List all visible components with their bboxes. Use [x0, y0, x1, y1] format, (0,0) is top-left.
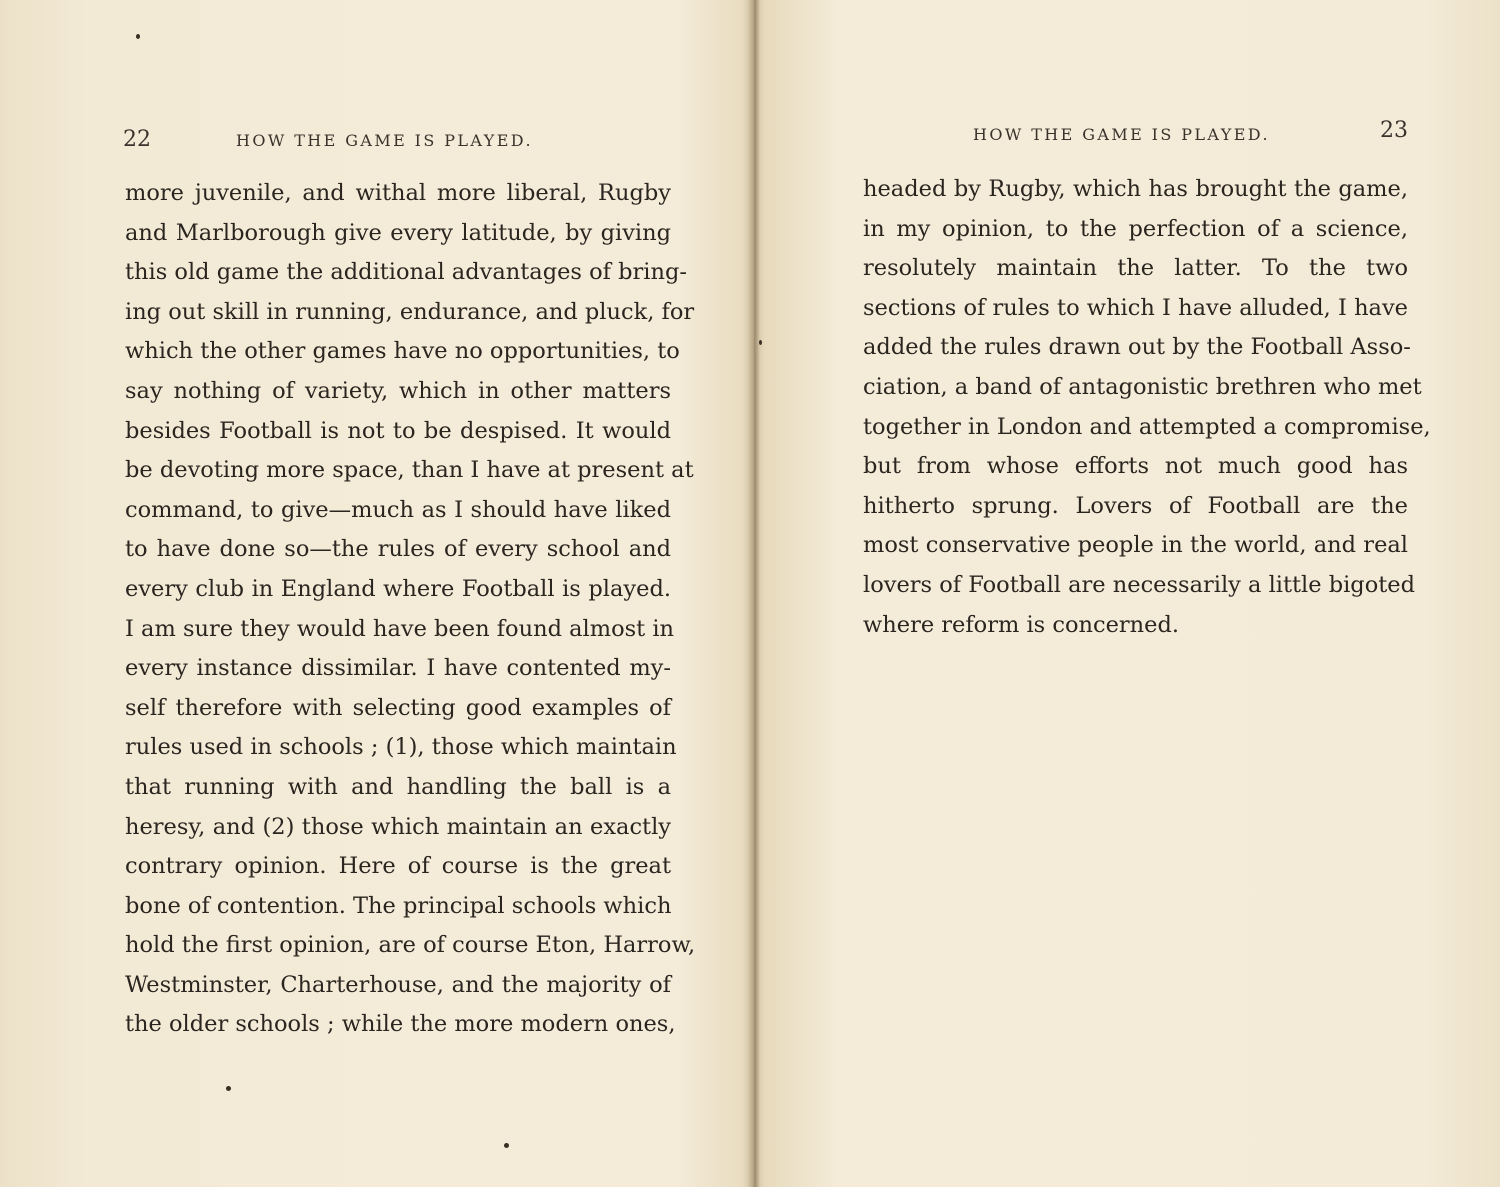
- paper-speck: [136, 34, 140, 39]
- paper-speck: [226, 1086, 231, 1091]
- text-line: added the rules drawn out by the Football Asso-: [863, 334, 1411, 361]
- text-line: this old game the additional advantages of bring-: [125, 259, 687, 286]
- running-head: HOW THE GAME IS PLAYED.: [236, 131, 533, 150]
- text-line: resolutely maintain the latter. To the two: [863, 255, 1408, 282]
- text-line: where reform is concerned.: [863, 611, 1180, 638]
- text-line: sections of rules to which I have alluded, I have: [863, 294, 1408, 321]
- text-line: to have done so—the rules of every school and: [125, 536, 671, 563]
- text-line: rules used in schools ; (1), those which maintain: [125, 734, 677, 761]
- text-line: hold the first opinion, are of course Eton, Harrow,: [125, 932, 696, 959]
- text-line: command, to give—much as I should have liked: [125, 496, 671, 523]
- text-line: ciation, a band of antagonistic brethren who met: [863, 373, 1422, 400]
- text-line: besides Football is not to be despised. It would: [125, 417, 671, 444]
- running-head: HOW THE GAME IS PLAYED.: [973, 125, 1270, 144]
- text-line: more juvenile, and withal more liberal, Rugby: [125, 180, 671, 206]
- text-line: every club in England where Football is played.: [125, 575, 671, 602]
- text-line: hitherto sprung. Lovers of Football are the: [863, 492, 1408, 519]
- text-line: lovers of Football are necessarily a little bigoted: [863, 571, 1416, 598]
- page-number: 23: [1380, 118, 1408, 143]
- text-line: contrary opinion. Here of course is the great: [125, 853, 671, 880]
- right-page: [756, 0, 1500, 1187]
- text-line: say nothing of variety, which in other matters: [125, 377, 671, 404]
- text-line: I am sure they would have been found almost in: [125, 615, 675, 642]
- text-line: Westminster, Charterhouse, and the majority of: [125, 971, 671, 998]
- body-text: [863, 170, 1431, 645]
- text-line: the older schools ; while the more modern ones,: [125, 1011, 676, 1038]
- text-line: bone of contention. The principal schools which: [125, 892, 672, 919]
- text-line: that running with and handling the ball is a: [125, 773, 671, 800]
- text-line: and Marlborough give every latitude, by giving: [125, 219, 671, 246]
- text-line: most conservative people in the world, and real: [863, 532, 1408, 559]
- body-text: [125, 174, 696, 1045]
- text-line: together in London and attempted a compromise,: [863, 413, 1431, 440]
- paper-speck: [504, 1143, 509, 1148]
- text-line: be devoting more space, than I have at present at: [125, 457, 694, 484]
- text-line: every instance dissimilar. I have contented my-: [125, 655, 671, 682]
- text-line: ing out skill in running, endurance, and pluck, for: [125, 298, 695, 325]
- text-line: self therefore with selecting good examples of: [125, 694, 671, 721]
- text-line: heresy, and (2) those which maintain an exactly: [125, 813, 671, 840]
- text-line: in my opinion, to the perfection of a science,: [863, 215, 1408, 242]
- page-number: 22: [123, 127, 151, 152]
- text-line: which the other games have no opportunities, to: [125, 338, 680, 365]
- text-line: but from whose efforts not much good has: [863, 453, 1408, 480]
- text-line: headed by Rugby, which has brought the game,: [863, 176, 1408, 202]
- paper-speck: [759, 340, 762, 345]
